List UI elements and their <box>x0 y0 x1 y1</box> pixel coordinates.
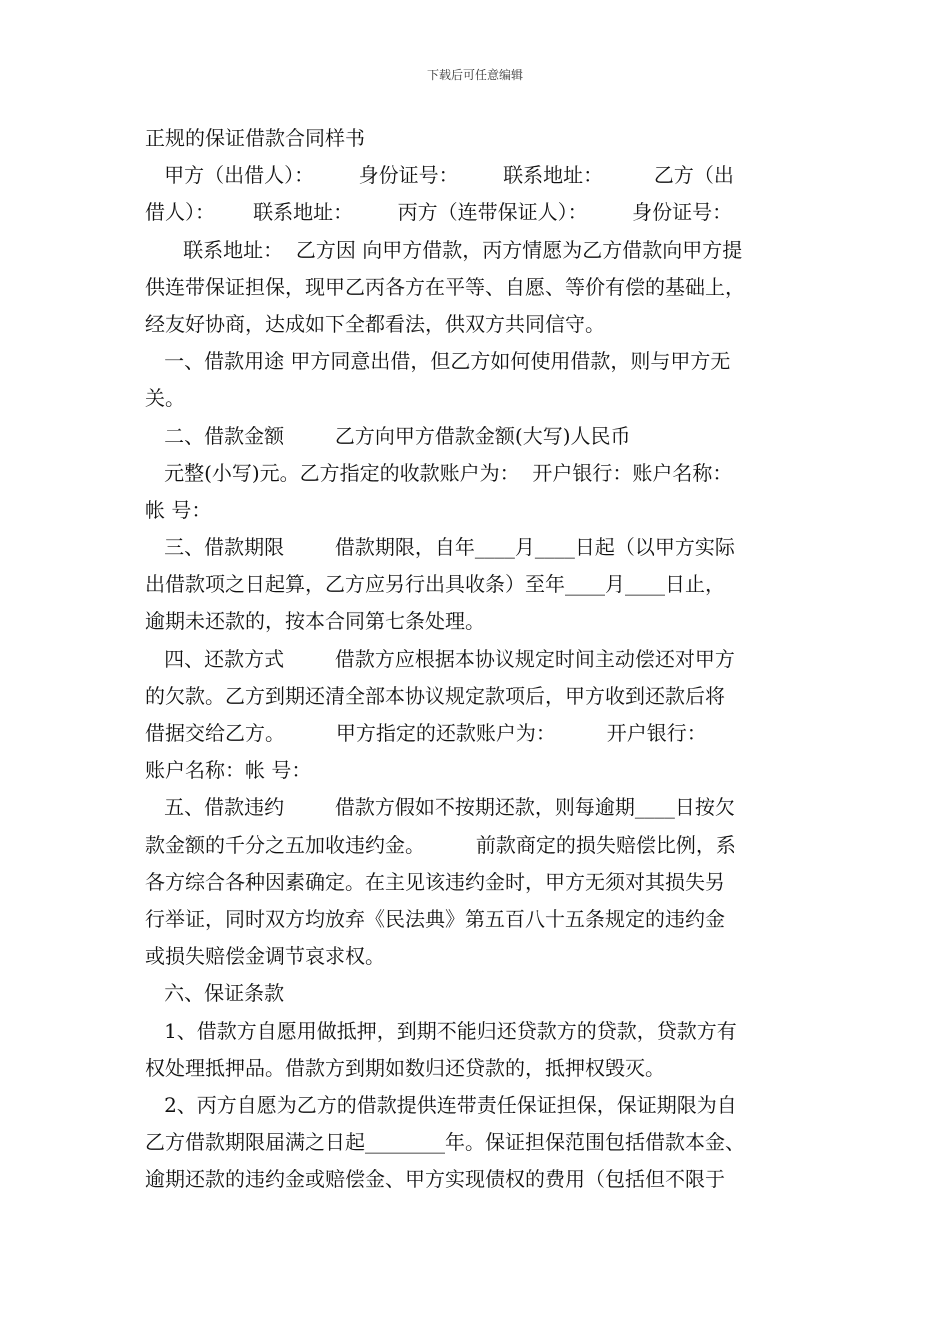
body-line: 或损失赔偿金调节哀求权。 <box>145 944 385 969</box>
body-line: 逾期未还款的，按本合同第七条处理。 <box>145 609 485 634</box>
body-line: 1、借款方自愿用做抵押，到期不能归还贷款方的贷款，贷款方有 <box>145 1018 737 1043</box>
body-line: 各方综合各种因素确定。在主见该违约金时，甲方无须对其损失另 <box>145 869 725 894</box>
body-line: 账户名称：帐 号： <box>145 758 312 783</box>
body-line: 四、还款方式 借款方应根据本协议规定时间主动偿还对甲方 <box>145 646 735 671</box>
body-line: 乙方借款期限届满之日起________年。保证担保范围包括借款本金、 <box>145 1130 745 1155</box>
body-line: 六、保证条款 <box>145 981 285 1006</box>
body-line: 权处理抵押品。借款方到期如数归还贷款的，抵押权毁灭。 <box>145 1055 665 1080</box>
body-line: 款金额的千分之五加收违约金。 前款商定的损失赔偿比例，系 <box>145 832 736 857</box>
body-line: 元整(小写)元。乙方指定的收款账户为： 开户银行：账户名称： <box>145 460 733 485</box>
body-line: 行举证，同时双方均放弃《民法典》第五百八十五条规定的违约金 <box>145 906 725 931</box>
document-body <box>145 120 813 1198</box>
body-line: 逾期还款的违约金或赔偿金、甲方实现债权的费用（包括但不限于 <box>145 1167 725 1192</box>
body-line: 帐 号： <box>145 497 212 522</box>
body-line: 一、借款用途 甲方同意出借，但乙方如何使用借款，则与甲方无 <box>145 349 731 374</box>
body-line: 出借款项之日起算，乙方应另行出具收条）至年____月____日止， <box>145 572 725 597</box>
body-line: 五、借款违约 借款方假如不按期还款，则每逾期____日按欠 <box>145 795 735 820</box>
body-line: 的欠款。乙方到期还清全部本协议规定款项后，甲方收到还款后将 <box>145 683 725 708</box>
body-line: 经友好协商，达成如下全都看法，供双方共同信守。 <box>145 311 605 336</box>
document-title: 正规的保证借款合同样书 <box>145 126 365 150</box>
body-line: 甲方（出借人）： 身份证号： 联系地址： 乙方（出 <box>145 163 734 188</box>
body-line: 联系地址： 乙方因 向甲方借款，丙方情愿为乙方借款向甲方提 <box>145 237 743 262</box>
header-note: 下载后可任意编辑 <box>426 68 523 82</box>
body-line: 关。 <box>145 386 185 411</box>
body-line: 三、借款期限 借款期限，自年____月____日起（以甲方实际 <box>145 535 735 560</box>
body-line: 借据交给乙方。 甲方指定的还款账户为： 开户银行： <box>145 721 707 745</box>
body-line: 2、丙方自愿为乙方的借款提供连带责任保证担保，保证期限为自 <box>145 1092 737 1117</box>
body-line: 二、借款金额 乙方向甲方借款金额(大写)人民币 <box>145 423 631 448</box>
body-line: 借人）： 联系地址： 丙方（连带保证人）： 身份证号： <box>145 200 733 225</box>
body-line: 供连带保证担保，现甲乙丙各方在平等、自愿、等价有偿的基础上， <box>145 274 745 299</box>
